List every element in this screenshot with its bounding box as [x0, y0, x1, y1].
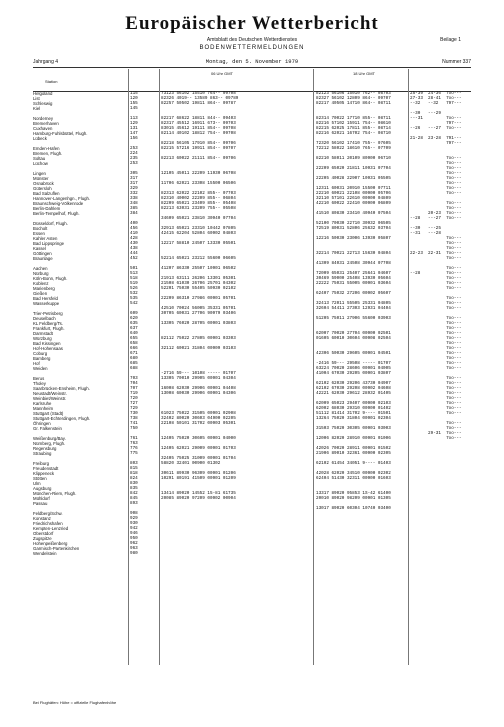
extremes-column: 25-39 24-36 7oo--- 27-33 28-41 7oo--- --32 --32 797--- --30 ---29 ---31 7oo--- 797--- --26 ---27 7oo--- 21-28 23-28 791--- 797--- 7oo--- 7oo--- 7oo--- 7oo--- 7oo--- 7oo--- 7oo--- 7oo--- 7oo--- 7oo--- 20-23 7oo--- --28 ---27 7oo--- --30 ---25 --31 ---28 7oo--- 7oo--- 7oo--- 22-23 22-31 7oo--- 7oo--- 7oo--- --28 7oo--- 7oo--- 7oo--- 7oo--- 7oo--- 7oo--- 7oo--- 7oo--- 7oo--- 7oo--- 7oo--- 7oo--- 7oo--- 7oo--- 7oo--- 7oo--- 7oo--- 7oo--- 7oo--- 7oo--- 7oo--- 7oo--- 7oo--- 7oo--- 7oo--- 7oo--- 7oo--- 7oo--- 29-31 7oo--- 7oo---	[410, 91, 462, 441]
station-codes-column: 115 120 155 145 113 129 131 147 156 253 224 235 253 305 317 317 329 332 338 348 385 384 400 456 410 428 430 438 444 452 501 513 518 519 526 532 535 542 609 620 635 637 640 655 658 666 671 680 685 688 703 704 707 719 720 727 729 730 738 741 750 761 763 776 775 803 815 818 824 830 835 842 845 893 908 929 930 942 946 950 962 963 980	[130, 91, 138, 556]
nummer-label: Nummer 337	[442, 59, 471, 65]
station-names-column: Helgoland List Schleswig Kiel Norderney Bremerhaven Cuxhaven Hamburg-Fuhlsbüttel, Flugh. Lübeck Emden-Hafen Bremen, Flugh. Soltau Lüchow Lingen Münster Osnabrück Gütersloh Bad Salzuflen Hannover-Langenhgn., Flugh. Braunschweig-Völkenrode Berlin-Dahlem Berlin-Tempelhof, Flugh. Düsseldorf, Flugh. Bocholt Essen Kahler Asten Bad Lippspringe Kassel Göttingen Braunlage Aachen Nürburg Köln-Bonn, Flugh. Koblenz Marienberg Gießen Bad Hersfeld Wasserkuppe Trier-Petrisberg Deuselbach KL Feldberg/Ts. Frankfurt, Flugh. Darmstadt Würzburg Bad Kissingen Hof-Hohensaas Coburg Bamberg Hof Weiden Berus Tholey Saarbrücken-Ensheim, Flugh. Neustadt/Weinstr. Weinbiet/Weinstr. Karlsruhe Mannheim Stuttgart (Stadt) Stuttgart-Echterdingen, Flugh. Öhringen Gr. Falkenstein Weißenburg/Bay. Nürnberg, Flugh. Regensburg Straubing Freiburg Freudenstadt Klippeneck Stötten Ulm Augsburg München-Riem, Flugh. Mühldorf Passau Feldberg/Schw. Konstanz Friedrichshafen Kempten-Lenzried Oberstdorf Zugspitze Hohenpeißenberg Garmisch-Partenkirchen Wendelstein	[33, 91, 91, 556]
jahrgang-label: Jahrgang 4	[33, 59, 59, 65]
column-18-header: 18 Uhr GMT	[353, 71, 376, 76]
page-subtitle: Amtsblatt des Deutschen Wetterdienstes	[206, 37, 298, 43]
beilage-label: Beilage 1	[440, 37, 461, 43]
page-title: Europäischer Wetterbericht	[125, 13, 379, 34]
info-bar	[33, 58, 471, 68]
column-divider	[313, 69, 314, 665]
report-date: Montag, den 5. November 1979	[205, 58, 299, 65]
column-06-header: 06 Uhr GMT	[211, 71, 234, 76]
footnote: Bei Flughäfen: Höhe = offizielle Flughafenhöhe	[33, 700, 117, 705]
station-column-header: Station	[45, 79, 58, 84]
observations-18-column: 82123 56106 15010 762-- 08703 82327 56102 12809 864-- 09707 82217 40505 14710 864-- 08711 82314 70022 17710 855-- 08711 82216 57102 15911 754-- 08610 82215 62025 17811 855-- 08714 82216 62021 16702 754-- 08710 72320 56102 17410 755-- 07605 72212 58022 18610 765-- 07709 82210 58011 20109 80900 06710 22209 65020 21811 10931 07704 22205 40028 22907 10931 05505 12311 60031 20910 15500 07711 22210 60021 22108 00900 05706 32110 57101 22610 00900 04809 42210 60022 22410 00900 06809 41510 80830 23410 40940 07504 52100 70030 22710 30932 06505 72519 80031 52806 25632 03704 12216 50030 23006 13930 05807 32214 70021 22713 15630 04804 41309 84031 24508 30944 07708 72009 65031 25407 25641 04607 30469 59000 25408 13930 05604 22222 75031 55005 00901 03604 62407 75032 27206 00902 05607 32413 72011 55505 25331 04805 32604 54411 27303 12931 04404 51205 75011 27906 55600 03903 62007 70020 27704 00900 02501 01605 60010 30604 00908 02504 42306 50030 29605 00901 04501 -2416 59--- 29508 ----- 01707 63224 70020 28606 00901 04005 41004 67030 29205 00901 03807 62102 62030 29206 43730 04907 62102 67030 29208 00902 04608 42221 62030 29612 28932 01405 62009 65023 29407 00900 02103 62002 68030 29310 00900 01402 51112 81414 31702 9---- 01501 13264 75020 31804 00901 02304 31503 75020 30305 00901 03003 12006 82020 28910 00901 01006 42026 70020 28911 00901 01502 21906 89010 32361 00900 02305 62102 61454 34051 9---- 01403 42028 62020 34510 00900 02302 62404 51430 32311 00900 01603 13317 89020 95853 1S-42 61400 20010 89020 98209 00901 01305 13017 89020 60304 10740 03400	[316, 91, 391, 511]
table-header	[33, 69, 471, 92]
section-title: BODENWETTERMELDUNGEN	[199, 45, 305, 51]
observations-06-column: 73123 56102 15510 764-- 09708 82326 4019-- 13589 863-- 09789 82257 50502 19811 864-- 09787 82217 68622 18811 844-- 09403 82317 45512 16911 673-- 09703 83015 45612 19111 854-- 09708 82114 40102 18812 754-- 09708 82218 56105 17910 854-- 09706 82215 57216 19911 854-- 09707 82213 60022 21111 854-- 09706 12105 45011 22209 11930 06708 11706 62021 23308 15500 06506 82313 62022 22102 855-- 07703 82310 40002 22209 855-- 06804 82209 65021 23409 855-- 05408 82213 63031 23209 755-- 05508 34609 65021 23810 30940 07704 32913 65021 23310 10442 07805 42415 62204 52804 60902 04803 12217 58810 24507 13330 05501 52214 65021 23212 55600 06605 41207 86330 25507 10901 06502 21913 63111 26206 13301 05301 21508 61030 26706 25701 04302 52201 75030 55405 50930 02102 22209 86310 27986 00901 05701 42510 70024 56005 35331 05701 30705 60031 27706 90979 03406 13305 76020 28705 00901 03803 82112 75022 27805 00901 03303 32112 60021 31804 00909 03103 -2716 59--- 10108 ----- 01707 13305 70010 29905 00901 04304 16008 62030 29906 00901 04408 13008 60030 29906 00901 04306 61023 75022 31505 00901 02908 32402 80020 30603 04900 02205 22108 50101 31702 00903 05301 12405 75020 30605 00901 04000 12405 62021 29009 00901 01703 32405 75025 31009 00901 01704 58820 32401 00900 01302 30611 89930 96309 00901 01206 10291 80191 41509 00901 01209 13414 89020 14552 15-81 61735 20085 89020 97209 00902 00904	[161, 91, 239, 501]
